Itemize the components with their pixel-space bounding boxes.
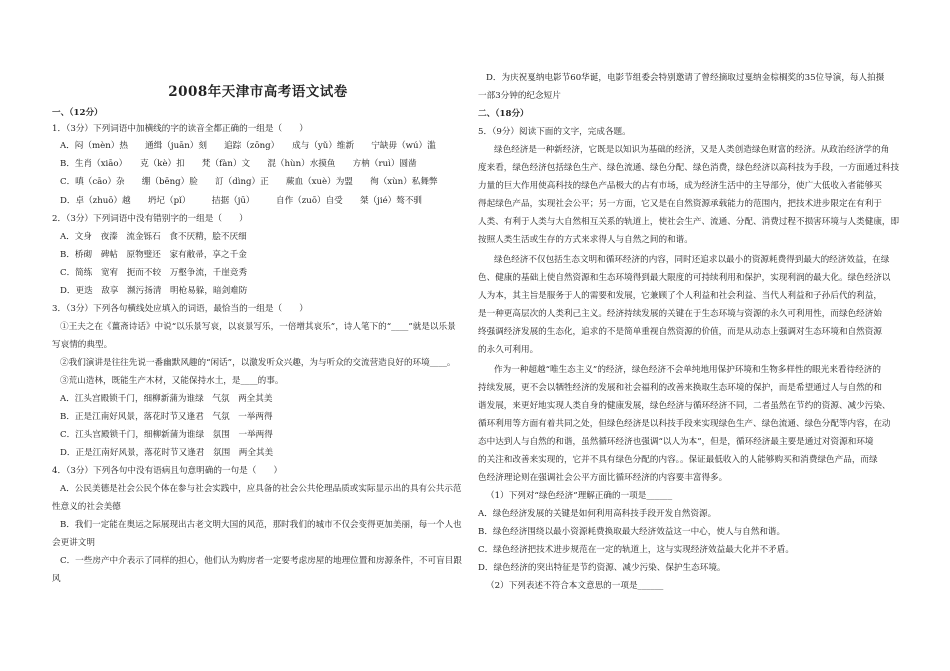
passage-p3-line5: 态中达到人与自然的和谐，虽然循环经济也强调“以人为本”，但是，循环经济最主要是通过对资源和环境 [478, 437, 874, 447]
subq1-option-c: C．绿色经济把技术进步规范在一定的轨道上，这与实现经济效益最大化并不矛盾。 [478, 545, 794, 555]
passage-p1-line2: 度来看，绿色经济包括绿色生产、绿色流通、绿色分配、绿色消费，绿色经济以高科技为手段，一方面通过科技 [478, 163, 900, 173]
subq1-stem: （1）下列对“绿色经济”理解正确的一项是______ [486, 491, 673, 501]
q4-option-a-line2: 性意义的社会美德 [52, 502, 121, 512]
passage-p1-line6: 按照人类生活或生存的方式来求得人与自然之间的和谐。 [478, 235, 693, 245]
q1-option-a: A．闷（mèn）热 通缉（juān）刻 追踪（zōng） 成与（yǔ）维新 宁缺毋（wú）滥 [60, 141, 436, 151]
passage-p2-line1: 绿色经济不仅包括生态文明和循环经济的内容，同时还追求以最小的资源耗费得到最大的经济效益，在绿 [494, 255, 890, 265]
subq1-option-b: B．绿色经济围绕以最小资源耗费换取最大经济效益这一中心，使人与自然和谐。 [478, 527, 786, 537]
section-1-heading: 一、（12分） [52, 108, 103, 118]
q1-option-c: C．嗔（cāo）杂 绷（bēng）脸 訂（dìng）正 蕨血（xuè）为盟 徇（xùn）私舞弊 [60, 177, 438, 187]
q2-option-d: D．更迭 敌享 濒污扬清 明枪易躲，暗剑难防 [60, 286, 248, 296]
page-title: 2008年天津市高考语文试卷 [168, 84, 348, 100]
passage-p1-line4: 得起绿色产品，实现社会公平；另一方面，它又是在自然资源承载能力的范围内，把技术进步限定在有利于 [478, 199, 882, 209]
q2-stem: 2．（3分）下列词语中没有错别字的一组是（ ） [52, 214, 248, 224]
q3-option-d: D．正是江南好风景，落花时节又逢君 氛围 两全其美 [60, 448, 274, 458]
passage-p2-line3: 人为本，其主旨是服务于人的需要和发展，它兼顾了个人利益和社会利益、当代人利益和子孙后代的利益， [478, 291, 882, 301]
q1-option-b: B．生肖（xiāo） 克（kè）扣 梵（fàn）文 混（hùn）水摸鱼 方枘（ruì）圆凿 [60, 159, 417, 169]
q2-option-a: A．文身 夜溱 流金铄石 食不厌精，脍不厌细 [60, 232, 247, 242]
passage-p3-line2: 持续发展，更不会以牺牲经济的发展和社会福利的改善来换取生态环境的保护，而是希望通过人与自然的和 [478, 383, 882, 393]
q4-option-a-line1: A．公民美德是社会公民个体在参与社会实践中，应具备的社会公共伦理品质或实际显示出的具有公共示范 [60, 484, 462, 494]
q2-option-c: C．简练 宽宥 扼而不较 万壑争流，千崖竞秀 [60, 268, 248, 278]
q1-option-d: D．卓（zhuō）越 坍圮（pǐ） 拮据（jū） 自作（zuō）自受 桀（jié）骜不驯 [60, 196, 423, 206]
subq1-option-a: A．绿色经济发展的关键是如何利用高科技手段开发自然资源。 [478, 509, 717, 519]
q4-option-c-line1: C．一些房产中介表示了同样的担心，他们认为购房者一定要考虑房屋的地理位置和房源条件，不可盲目跟 [60, 556, 462, 566]
q3-sentence-3: ③荒山造林，既能生产木材，又能保持水土，是____的事。 [60, 376, 284, 386]
passage-p1-line3: 力量的巨大作用使高科技的绿色产品极大的占有市场，成为经济生活中的主导部分，使广大低收入者能够买 [478, 181, 882, 191]
q4-option-d-line2: 一部3分钟的纪念短片 [478, 91, 561, 101]
q5-stem: 5．（9分）阅读下面的文字，完成各题。 [478, 127, 631, 137]
passage-p2-line5: 终强调经济发展的生态化，追求的不是简单重视自然资源的价值，而是从动态上强调对生态环境和自然资源 [478, 327, 882, 337]
passage-p3-line3: 谐发展，来更好地实现人类自身的健康发展，绿色经济与循环经济不同，二者虽然在节约的资源、减少污染、 [478, 401, 891, 411]
passage-p3-line1: 作为一种超越“唯生态主义”的经济，绿色经济不会单纯地用保护环境和生物多样性的眼光来看待经济的 [494, 365, 881, 375]
passage-p2-line6: 的永久可利用。 [478, 345, 539, 355]
q4-stem: 4．（3分）下列各句中没有语病且句意明确的一句是（ ） [52, 466, 283, 476]
passage-p2-line2: 色、健康的基础上使自然资源和生态环境得到最大限度的可持续利用和保护，实现利润的最大化。绿色经济以 [478, 273, 891, 283]
q2-option-b: B．桥砌 碑帖 原物璧还 家有敝帚，享之千金 [60, 250, 247, 260]
q3-stem: 3．（3分）下列各句横线处应填入的词语，最恰当的一组是（ ） [52, 304, 308, 314]
q3-sentence-2: ②我们演讲是往往先说一番幽默风趣的“闲话”，以激发听众兴趣，为与听众的交流营造良好的环境____。 [60, 358, 456, 368]
q4-option-b-line2: 会更讲文明 [52, 538, 95, 548]
q3-sentence-1a: ①王夫之在《薑斋诗话》中说“以乐景写哀，以哀景写乐，一倍增其哀乐”，诗人笔下的“____”就是以乐景 [60, 322, 456, 332]
passage-p3-line4: 循环利用等方面有着共同之处，但绿色经济是以科技手段来实现绿色生产、绿色流通、绿色分配等内容，在动 [478, 419, 891, 429]
q3-option-b: B．正是江南好风景，落花时节又逢君 气氛 一举两得 [60, 412, 273, 422]
subq1-option-d: D．绿色经济的突出特征是节约资源、减少污染、保护生态环境。 [478, 563, 726, 573]
q3-option-a: A．江头宫殿锁千门，细柳新蒲为谁绿 气氛 两全其美 [60, 394, 273, 404]
q4-option-d-line1: D．为庆祝戛纳电影节60华诞，电影节组委会特别邀请了曾经摘取过戛纳金棕榈奖的35位导演，每人拍摄 [486, 73, 885, 83]
passage-p3-line6: 的关注和改善来实现的，它并不具有绿色分配的内容。。保证最低收入的人能够购买和消费绿色产品，而绿 [478, 455, 878, 465]
q4-option-b-line1: B．我们一定能在奥运之际展现出古老文明大国的风范，那时我们的城市不仅会变得更加美丽，每一个人也 [60, 520, 462, 530]
passage-p2-line4: 是一种更高层次的人类利己主义。经济持续发展的关键在于生态环境与资源的永久可利用性，而绿色经济始 [478, 309, 882, 319]
q4-option-c-line2: 风 [52, 574, 61, 584]
passage-p3-line7: 色经济理论则在强调社会公平方面比循环经济的内容要丰富得多。 [478, 473, 728, 483]
q3-sentence-1b: 写哀情的典型。 [52, 340, 113, 350]
passage-p1-line1: 绿色经济是一种新经济，它既是以知识为基础的经济，又是人类创造绿色财富的经济。从政治经济学的角 [494, 145, 890, 155]
q1-stem: 1．（3分）下列词语中加横线的字的读音全都正确的一组是（ ） [52, 124, 308, 134]
subq2-stem: （2）下列表述不符合本文意思的一项是______ [486, 581, 664, 591]
q3-option-c: C．江头宫殿锁千门，细柳新蒲为谁绿 氛围 一举两得 [60, 430, 273, 440]
section-2-heading: 二、（18分） [478, 109, 529, 119]
passage-p1-line5: 人类、有利于人类与大自然相互关系的轨道上，使社会生产、流通、分配、消费过程不损害环境与人类健康，即 [478, 217, 900, 227]
